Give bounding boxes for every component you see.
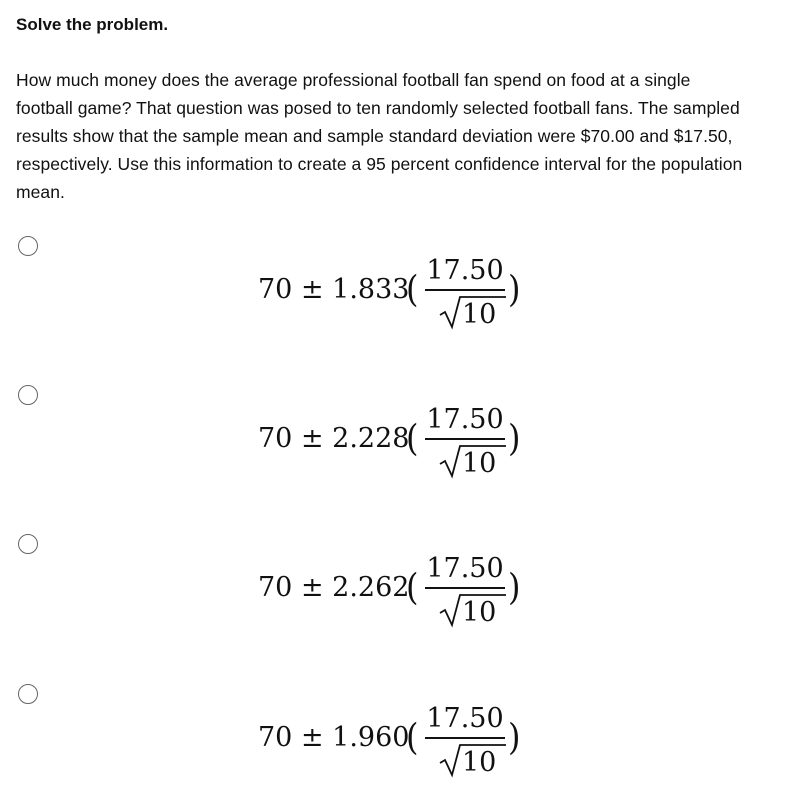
formula-option-2	[258, 405, 538, 481]
question-text: How much money does the average professional football fan spend on food at a single football game? That question was posed to ten randomly selected football fans. The sampled results show that the sample mean and sample standard deviation were $70.00 and $17.50, respectively. Use this information to create a 95 percent confidence interval for the population mean.	[16, 70, 743, 202]
right-paren: )	[508, 715, 521, 759]
formula-option-4	[258, 704, 538, 780]
critical-value: 1.833	[332, 274, 410, 305]
formula-lhs	[258, 723, 409, 753]
radio-button-4[interactable]	[18, 684, 38, 704]
sample-mean: 70	[258, 423, 293, 454]
numerator: 17.50	[426, 703, 504, 734]
critical-value: 1.960	[332, 722, 410, 753]
plus-minus-sign: ±	[300, 722, 324, 753]
radio-button-3[interactable]	[18, 534, 38, 554]
numerator: 17.50	[426, 255, 504, 286]
fraction-bar	[425, 737, 505, 739]
radio-button-1[interactable]	[18, 236, 38, 256]
left-paren: (	[406, 715, 419, 759]
problem-title: Solve the problem.	[16, 15, 169, 34]
answer-option-3[interactable]	[0, 534, 792, 644]
formula-option-3	[258, 554, 538, 630]
fraction-bar	[425, 438, 505, 440]
answer-option-1[interactable]	[0, 236, 792, 346]
sample-mean: 70	[258, 722, 293, 753]
plus-minus-sign: ±	[300, 274, 324, 305]
formula-lhs	[258, 573, 409, 603]
denominator	[438, 591, 508, 629]
plus-minus-sign: ±	[300, 423, 324, 454]
left-paren: (	[406, 267, 419, 311]
formula-lhs	[258, 275, 409, 305]
critical-value: 2.262	[332, 572, 410, 603]
formula-lhs	[258, 424, 409, 454]
denominator	[438, 741, 508, 779]
plus-minus-sign: ±	[300, 572, 324, 603]
numerator: 17.50	[426, 404, 504, 435]
right-paren: )	[508, 565, 521, 609]
answer-option-2[interactable]	[0, 385, 792, 495]
radicand: 10	[462, 448, 497, 479]
numerator: 17.50	[426, 553, 504, 584]
fraction-bar	[425, 587, 505, 589]
denominator	[438, 442, 508, 480]
critical-value: 2.228	[332, 423, 410, 454]
left-paren: (	[406, 565, 419, 609]
formula-option-1	[258, 256, 538, 332]
right-paren: )	[508, 416, 521, 460]
radicand: 10	[462, 747, 497, 778]
radicand: 10	[462, 299, 497, 330]
radio-button-2[interactable]	[18, 385, 38, 405]
denominator	[438, 293, 508, 331]
fraction-bar	[425, 289, 505, 291]
answer-option-4[interactable]	[0, 684, 792, 794]
right-paren: )	[508, 267, 521, 311]
sample-mean: 70	[258, 274, 293, 305]
sample-mean: 70	[258, 572, 293, 603]
left-paren: (	[406, 416, 419, 460]
radicand: 10	[462, 597, 497, 628]
